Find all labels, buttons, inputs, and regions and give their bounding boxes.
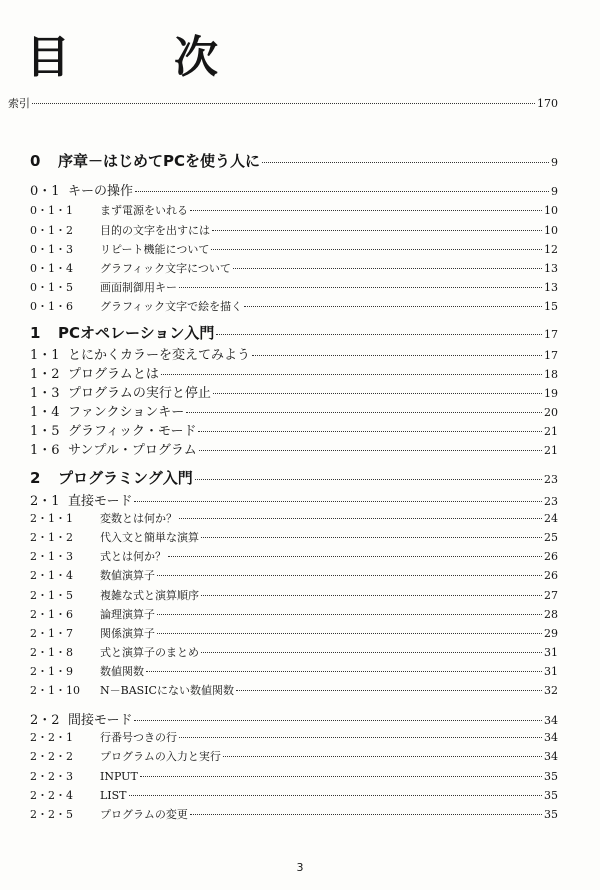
toc-entry-title: プログラムとは — [68, 367, 159, 382]
toc-entry-title: 式と演算子のまとめ — [100, 646, 199, 659]
toc-entry-number: 2・2・2 — [30, 750, 73, 763]
toc-leader — [140, 776, 542, 777]
toc-entry-page: 35 — [544, 808, 558, 821]
toc-entry-page: 17 — [544, 328, 558, 341]
toc-entry-number: 1・6 — [30, 443, 60, 458]
toc-entry-title: まず電源をいれる — [100, 204, 188, 217]
toc-leader — [198, 431, 542, 432]
toc-entry-number: 1・5 — [30, 424, 60, 439]
toc-entry — [30, 729, 558, 745]
toc-entry — [30, 344, 558, 363]
toc-leader — [211, 249, 542, 250]
toc-entry-page: 20 — [544, 406, 558, 419]
toc-entry-page: 25 — [544, 531, 558, 544]
toc-entry-page: 28 — [544, 608, 558, 621]
toc-entry-title: 関係演算子 — [100, 627, 155, 640]
toc-entry-number: 2・1・8 — [30, 646, 73, 659]
toc-entry-page: 10 — [544, 204, 558, 217]
toc-entry-number: 2・1・4 — [30, 569, 73, 582]
toc-entry — [30, 363, 558, 382]
toc-leader — [129, 795, 542, 796]
toc-entry-title: グラフィック文字について — [100, 262, 231, 275]
toc-entry — [30, 490, 558, 509]
toc-entry-page: 24 — [544, 512, 558, 525]
toc-leader — [213, 393, 542, 394]
toc-leader — [186, 412, 542, 413]
toc-leader — [179, 287, 542, 288]
toc-entry-page: 34 — [544, 731, 558, 744]
toc-leader — [157, 614, 542, 615]
toc-entry-page: 9 — [551, 156, 558, 169]
toc-entry-page: 34 — [544, 750, 558, 763]
toc-entry-title: 変数とは何か？ — [100, 512, 177, 525]
toc-leader — [157, 575, 542, 576]
toc-entry-title: サンプル・プログラム — [68, 443, 197, 458]
toc-leader — [161, 374, 542, 375]
toc-leader — [179, 737, 542, 738]
toc-entry-number: 0・1・3 — [30, 243, 73, 256]
toc-entry-number: 2・1 — [30, 494, 60, 509]
toc-entry-page: 32 — [544, 684, 558, 697]
toc-entry-number: 2・1・2 — [30, 531, 73, 544]
toc-entry-number: 1・2 — [30, 367, 60, 382]
toc-leader — [168, 556, 542, 557]
toc-entry-title: 間接モード — [68, 713, 133, 728]
toc-entry-number: 2・1・10 — [30, 684, 80, 697]
toc-entry-page: 12 — [544, 243, 558, 256]
toc-entry-number: 0・1・4 — [30, 262, 73, 275]
toc-entry-title: 目的の文字を出すには — [100, 224, 210, 237]
toc-entry — [30, 787, 558, 803]
toc-entry — [30, 467, 558, 488]
toc-entry — [30, 382, 558, 401]
toc-entry-title: LIST — [100, 789, 127, 802]
toc-entry — [30, 439, 558, 458]
toc-leader — [233, 268, 542, 269]
toc-entry-title: 代入文と簡単な演算 — [100, 531, 199, 544]
toc-entry-page: 26 — [544, 550, 558, 563]
toc-entry-page: 31 — [544, 665, 558, 678]
toc-leader — [199, 450, 542, 451]
toc-entry-page: 17 — [544, 349, 558, 362]
toc-entry-number: 2・2・4 — [30, 789, 73, 802]
toc-entry-number: 2・1・7 — [30, 627, 73, 640]
toc-entry — [30, 587, 558, 603]
toc-entry-title: 複雑な式と演算順序 — [100, 589, 199, 602]
toc-leader — [244, 306, 542, 307]
toc-entry-title: INPUT — [100, 770, 138, 783]
toc-entry — [30, 806, 558, 822]
toc-entry-page: 9 — [551, 185, 558, 198]
toc-entry — [30, 150, 558, 171]
toc-entry — [30, 202, 558, 218]
toc-entry — [30, 606, 558, 622]
toc-entry — [30, 567, 558, 583]
toc-leader — [201, 595, 542, 596]
toc-leader — [134, 501, 542, 502]
toc-entry-title: N－BASICにない数値関数 — [100, 684, 234, 697]
toc-entry-title: ファンクションキー — [68, 405, 185, 420]
toc-entry — [30, 748, 558, 764]
toc-entry — [30, 625, 558, 641]
toc-leader — [135, 191, 549, 192]
toc-entry-number: 2・1・9 — [30, 665, 73, 678]
toc-entry — [30, 529, 558, 545]
toc-entry-page: 21 — [544, 425, 558, 438]
toc-entry-title: 序章－はじめてPCを使う人に — [58, 152, 261, 170]
toc-entry — [30, 420, 558, 439]
toc-entry-number: 1・1 — [30, 348, 60, 363]
toc-entry-title: プログラミング入門 — [58, 469, 193, 487]
toc-entry-title: PCオペレーション入門 — [58, 324, 215, 342]
toc-entry-title: グラフィック文字で絵を描く — [100, 300, 243, 313]
toc-entry-page: 27 — [544, 589, 558, 602]
toc-entry-page: 26 — [544, 569, 558, 582]
toc-entry-page: 29 — [544, 627, 558, 640]
toc-leader — [190, 210, 542, 211]
toc-entry-page: 23 — [544, 473, 558, 486]
toc-entry — [30, 682, 558, 698]
toc-entry-title: 論理演算子 — [100, 608, 155, 621]
toc-leader — [223, 756, 542, 757]
toc-entry-number: 0・1・6 — [30, 300, 73, 313]
toc-entry-number: 2・1・6 — [30, 608, 73, 621]
toc-entry-page: 18 — [544, 368, 558, 381]
toc-leader — [201, 652, 542, 653]
toc-entry-title: 数値演算子 — [100, 569, 155, 582]
toc-leader — [179, 518, 542, 519]
toc-leader — [195, 479, 542, 480]
toc-leader — [236, 690, 542, 691]
toc-entry-number: 0・1 — [30, 184, 60, 199]
toc-entry — [30, 709, 558, 728]
toc-entry — [30, 322, 558, 343]
toc-entry-page: 23 — [544, 495, 558, 508]
toc-leader — [190, 814, 542, 815]
toc-entry-title: プログラムの入力と実行 — [100, 750, 221, 763]
toc-entry-number: 2・1・1 — [30, 512, 73, 525]
toc-entry-title: プログラムの実行と停止 — [68, 386, 211, 401]
toc-entry-number: 2・1・3 — [30, 550, 73, 563]
toc-entry — [30, 260, 558, 276]
page-number: 3 — [296, 861, 304, 874]
toc-entry-title: 数値関数 — [100, 665, 144, 678]
toc-leader — [134, 720, 542, 721]
toc-index-page: 170 — [537, 97, 558, 110]
toc-entry-page: 15 — [544, 300, 558, 313]
toc-entry-number: 0 — [30, 152, 41, 170]
toc-entry — [30, 663, 558, 679]
toc-entry — [30, 222, 558, 238]
toc-leader — [157, 633, 542, 634]
toc-entry-title: プログラムの変更 — [100, 808, 188, 821]
toc-entry-page: 13 — [544, 281, 558, 294]
toc-entry-title: 行番号つきの行 — [100, 731, 177, 744]
toc-entry-page: 19 — [544, 387, 558, 400]
toc-entry-page: 31 — [544, 646, 558, 659]
toc-entry-page: 35 — [544, 770, 558, 783]
toc-entry-page: 34 — [544, 714, 558, 727]
toc-entry-number: 2・2・3 — [30, 770, 73, 783]
toc-entry-number: 2 — [30, 469, 41, 487]
toc-leader — [212, 230, 542, 231]
toc-entry-title: キーの操作 — [68, 184, 134, 199]
toc-entry-title: 式とは何か？ — [100, 550, 166, 563]
toc-entry — [30, 510, 558, 526]
toc-entry — [30, 298, 558, 314]
toc-entry-title: リピート機能について — [100, 243, 210, 256]
toc-entry-page: 35 — [544, 789, 558, 802]
toc-entry — [30, 401, 558, 420]
toc-entry-title: グラフィック・モード — [68, 424, 197, 439]
toc-entry-page: 13 — [544, 262, 558, 275]
toc-leader — [146, 671, 542, 672]
toc-entry-number: 2・2・1 — [30, 731, 73, 744]
toc-entry-number: 2・1・5 — [30, 589, 73, 602]
toc-entry-number: 0・1・2 — [30, 224, 73, 237]
toc-entry — [30, 180, 558, 199]
toc-entry-number: 2・2・5 — [30, 808, 73, 821]
toc-entry-number: 1 — [30, 324, 41, 342]
toc-leader — [262, 162, 549, 163]
toc-leader — [252, 355, 542, 356]
toc-entry-page: 10 — [544, 224, 558, 237]
toc-entry-number: 0・1・5 — [30, 281, 73, 294]
toc-entry — [30, 644, 558, 660]
toc-index-text: 索引 — [8, 97, 30, 110]
toc-entry-number: 1・4 — [30, 405, 60, 420]
toc-entry-title: 画面制御用キー — [100, 281, 177, 294]
toc-entry-number: 0・1・1 — [30, 204, 73, 217]
toc-entry-page: 21 — [544, 444, 558, 457]
toc-entry — [30, 768, 558, 784]
toc-entry-number: 2・2 — [30, 713, 60, 728]
toc-entry — [30, 548, 558, 564]
toc-entry-number: 1・3 — [30, 386, 60, 401]
toc-leader — [201, 537, 542, 538]
toc-entry — [30, 279, 558, 295]
toc-entry — [30, 241, 558, 257]
toc-entry-title: 直接モード — [68, 494, 133, 509]
toc-leader — [216, 334, 542, 335]
page-title: 目 次 — [26, 32, 248, 83]
toc-entry-title: とにかくカラーを変えてみよう — [68, 348, 251, 363]
